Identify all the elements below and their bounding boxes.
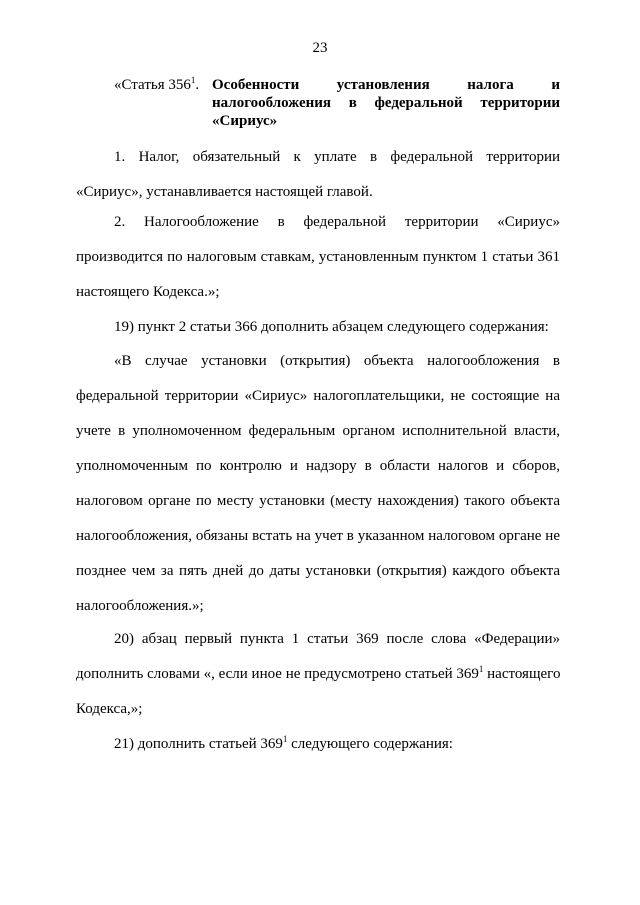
paragraph-line: 20) абзац первый пункта 1 статьи 369 после слова «Федерации» bbox=[114, 631, 560, 647]
paragraph-1 bbox=[76, 140, 560, 210]
article-heading: Особенности установления налога и налогообложения в федеральной территории «Сириус» bbox=[212, 77, 560, 129]
paragraph-line: налогообложения.»; bbox=[76, 598, 204, 614]
paragraph-line: дополнить словами «, если иное не предусмотрено статьей $369^1$ настоящего bbox=[76, 664, 561, 682]
paragraph-line: «В случае установки (открытия) объекта налогообложения в bbox=[114, 353, 560, 369]
paragraph-4 bbox=[76, 344, 560, 624]
paragraph-6 bbox=[76, 727, 560, 762]
paragraph-line: налогообложения, обязаны встать на учет в указанном налоговом органе не bbox=[76, 528, 560, 544]
paragraph-line: 2. Налогообложение в федеральной территории «Сириус» bbox=[114, 214, 560, 230]
paragraph-line: настоящего Кодекса.»; bbox=[76, 284, 220, 300]
paragraph-line: налоговом органе по месту установки (месту нахождения) такого объекта bbox=[76, 493, 560, 509]
paragraph-2 bbox=[76, 205, 560, 310]
paragraph-3 bbox=[76, 310, 560, 345]
page-number: 23 bbox=[312, 40, 328, 56]
paragraph-line: уполномоченным по контролю и надзору в области налогов и сборов, bbox=[76, 458, 560, 474]
paragraph-line: «Сириус», устанавливается настоящей главой. bbox=[76, 184, 373, 200]
paragraph-line: Кодекса,»; bbox=[76, 701, 143, 717]
paragraph-line: производится по налоговым ставкам, установленным пунктом 1 статьи 361 bbox=[76, 249, 560, 265]
paragraph-line: 21) дополнить статьей $369^1$ следующего содержания: bbox=[114, 734, 453, 752]
paragraph-line: учете в уполномоченном федеральным органом исполнительной власти, bbox=[76, 423, 560, 439]
article-label: «Статья $356^1$. bbox=[114, 75, 200, 93]
paragraph-line: 1. Налог, обязательный к уплате в федеральной территории bbox=[114, 149, 560, 165]
paragraph-line: федеральной территории «Сириус» налогоплательщики, не состоящие на bbox=[76, 388, 560, 404]
paragraph-line: 19) пункт 2 статьи 366 дополнить абзацем следующего содержания: bbox=[114, 319, 549, 335]
paragraph-5 bbox=[76, 622, 560, 727]
paragraph-line: позднее чем за пять дней до даты установки (открытия) каждого объекта bbox=[76, 563, 560, 579]
